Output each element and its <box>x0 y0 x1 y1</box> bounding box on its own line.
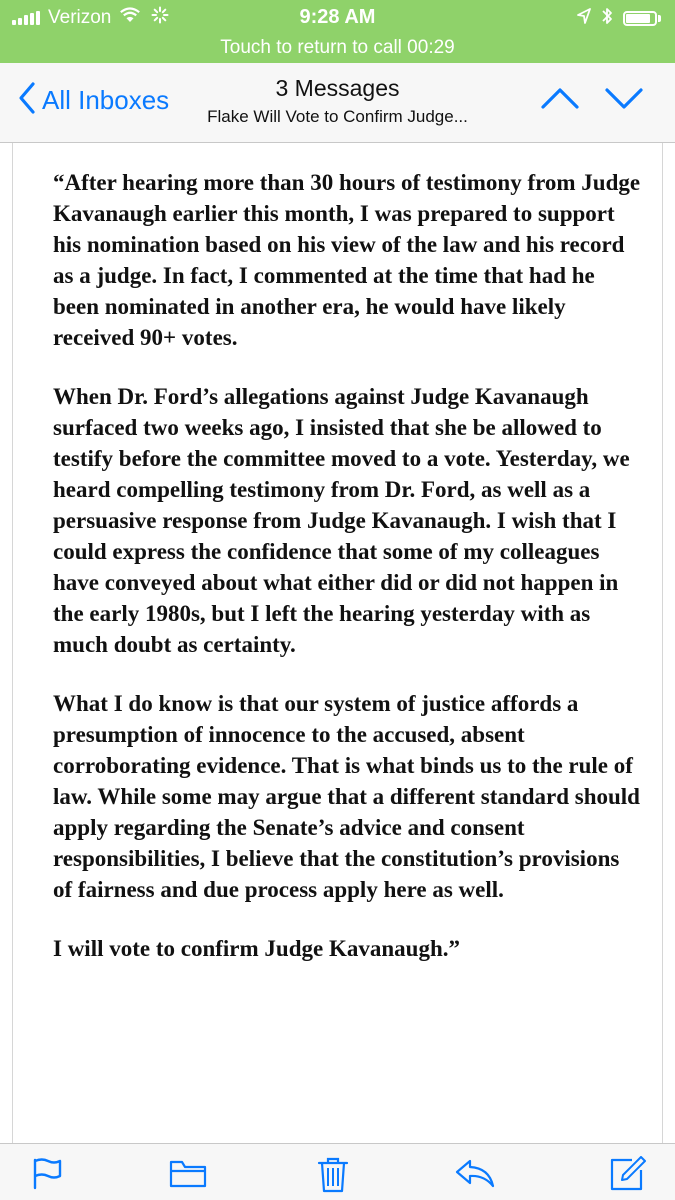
trash-icon[interactable] <box>316 1156 350 1199</box>
message-view[interactable] <box>12 143 663 1143</box>
return-to-call-banner[interactable]: Touch to return to call 00:29 <box>0 35 675 63</box>
bottom-toolbar <box>0 1143 675 1200</box>
battery-icon <box>623 11 661 26</box>
thread-title: 3 Messages <box>275 75 400 101</box>
battery-body <box>623 11 657 26</box>
flag-icon[interactable] <box>30 1156 64 1195</box>
location-icon <box>577 8 591 29</box>
status-time: 9:28 AM <box>299 6 376 28</box>
compose-icon[interactable] <box>608 1156 648 1197</box>
message-paragraph: When Dr. Ford’s allegations against Judge Kavanaugh surfaced two weeks ago, I insisted that she be allowed to testify before the committee moved to a vote. Yesterday, we heard compelling testimony from Dr. Ford, as well as a persuasive response from Judge Kavanaugh. I wish that I could express the confidence that some of my colleagues have conveyed about what either did or did not happen in the early 1980s, but I left the hearing yesterday with as much doubt as certainty. <box>53 384 630 657</box>
message-paragraph: “After hearing more than 30 hours of testimony from Judge Kavanaugh earlier this month, I was prepared to support his nomination based on his view of the law and his record as a judge. In fact, I commented at the time that had he been nominated in another era, he would have likely received 90+ votes. <box>53 170 641 350</box>
chevron-down-icon[interactable] <box>604 85 644 116</box>
bluetooth-icon <box>601 6 613 31</box>
thread-subject: Flake Will Vote to Confirm Judge... <box>207 107 468 126</box>
chevron-left-icon <box>18 81 42 120</box>
folder-icon[interactable] <box>168 1156 208 1195</box>
message-body <box>53 167 643 992</box>
back-button-label: All Inboxes <box>42 85 170 115</box>
battery-nub <box>658 15 661 22</box>
chevron-up-icon[interactable] <box>540 85 580 116</box>
navigation-bar <box>0 63 675 143</box>
back-button[interactable] <box>18 81 169 120</box>
message-paragraph: What I do know is that our system of justice affords a presumption of innocence to the accused, absent corroborating evidence. That is what binds us to the rule of law. While some may argue that a different standard should apply regarding the Senate’s advice and consent responsibilities, I believe that the constitution’s provisions of fairness and due process apply here as well. <box>53 691 640 902</box>
carrier-label: Verizon <box>48 7 112 28</box>
battery-fill <box>626 14 650 23</box>
reply-icon[interactable] <box>454 1156 496 1195</box>
message-paragraph: I will vote to confirm Judge Kavanaugh.” <box>53 936 460 961</box>
status-bar <box>0 0 675 35</box>
status-right <box>567 6 661 31</box>
